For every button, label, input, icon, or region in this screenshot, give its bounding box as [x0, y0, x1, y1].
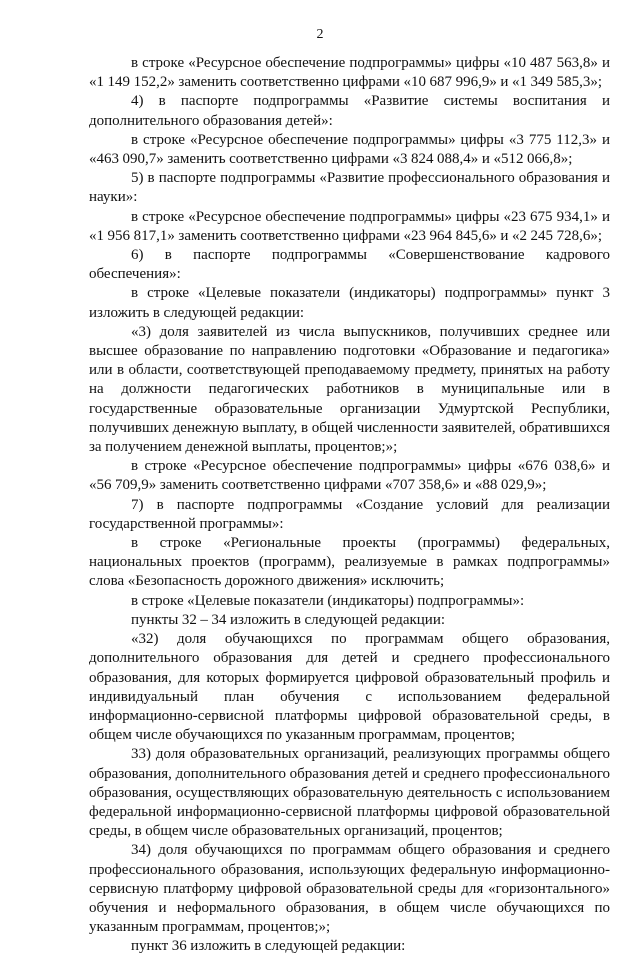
paragraph-15: 33) доля образовательных организаций, реализующих программы общего образования, дополнительного образования детей и среднего профессионального образования, осуществляющих образовательную деятельность с использованием федеральной информационно-сервисной платформы цифровой образовательной среды, в общем числе образовательных организаций, процентов; [89, 746, 610, 840]
paragraph-9: в строке «Ресурсное обеспечение подпрограммы» цифры «676 038,6» и «56 709,9» заменить соответственно цифрами «707 358,6» и «88 029,9»; [89, 458, 610, 494]
paragraph-1: в строке «Ресурсное обеспечение подпрограммы» цифры «10 487 563,8» и «1 149 152,2» заменить соответственно цифрами «10 687 996,9» и «1 349 585,3»; [89, 55, 610, 91]
page-number: 2 [316, 27, 324, 42]
document-body [89, 54, 610, 957]
paragraph-10: 7) в паспорте подпрограммы «Создание условий для реализации государственной программы»: [89, 496, 610, 532]
paragraph-16: 34) доля обучающихся по программам общего образования и среднего профессионального образования, использующих федеральную информационно-сервисную платформу цифровой образовательной среды для «горизонтального» обучения и неформального образования, в общем числе обучающихся по указанным программам, процентов;»; [89, 842, 610, 936]
paragraph-13: пункты 32 – 34 изложить в следующей редакции: [131, 611, 446, 628]
paragraph-8: «3) доля заявителей из числа выпускников, получивших среднее или высшее образование по направлению подготовки «Образование и педагогика» или в области, соответствующей преподаваемому предмету, принятых на работу на должности педагогических работников в муниципальные или в государственные образовательные организации Удмуртской Республики, получивших денежную выплату, в общей численности заявителей, обратившихся за получением денежной выплаты, процентов;»; [89, 323, 610, 456]
paragraph-5: в строке «Ресурсное обеспечение подпрограммы» цифры «23 675 934,1» и «1 956 817,1» заменить соответственно цифрами «23 964 845,6» и «2 245 728,6»; [89, 208, 610, 244]
paragraph-6: 6) в паспорте подпрограммы «Совершенствование кадрового обеспечения»: [89, 247, 610, 283]
paragraph-17: пункт 36 изложить в следующей редакции: [131, 938, 406, 955]
paragraph-11: в строке «Региональные проекты (программы) федеральных, национальных проектов (программ), реализуемые в рамках подпрограммы» слова «Безопасность дорожного движения» исключить; [89, 535, 610, 590]
paragraph-2: 4) в паспорте подпрограммы «Развитие системы воспитания и дополнительного образования детей»: [89, 93, 610, 129]
paragraph-14: «32) доля обучающихся по программам общего образования, дополнительного образования для детей и среднего профессионального образования, для которых формируется цифровой образовательный профиль и индивидуальный план обучения с использованием федеральной информационно-сервисной платформы цифровой образовательной среды, в общем числе обучающихся по указанным программам, процентов; [89, 631, 610, 744]
paragraph-7: в строке «Целевые показатели (индикаторы) подпрограммы» пункт 3 изложить в следующей редакции: [89, 285, 610, 321]
paragraph-4: 5) в паспорте подпрограммы «Развитие профессионального образования и науки»: [89, 170, 610, 206]
paragraph-3: в строке «Ресурсное обеспечение подпрограммы» цифры «3 775 112,3» и «463 090,7» заменить соответственно цифрами «3 824 088,4» и «512 066,8»; [89, 131, 610, 168]
paragraph-12: в строке «Целевые показатели (индикаторы) подпрограммы»: [131, 592, 525, 609]
